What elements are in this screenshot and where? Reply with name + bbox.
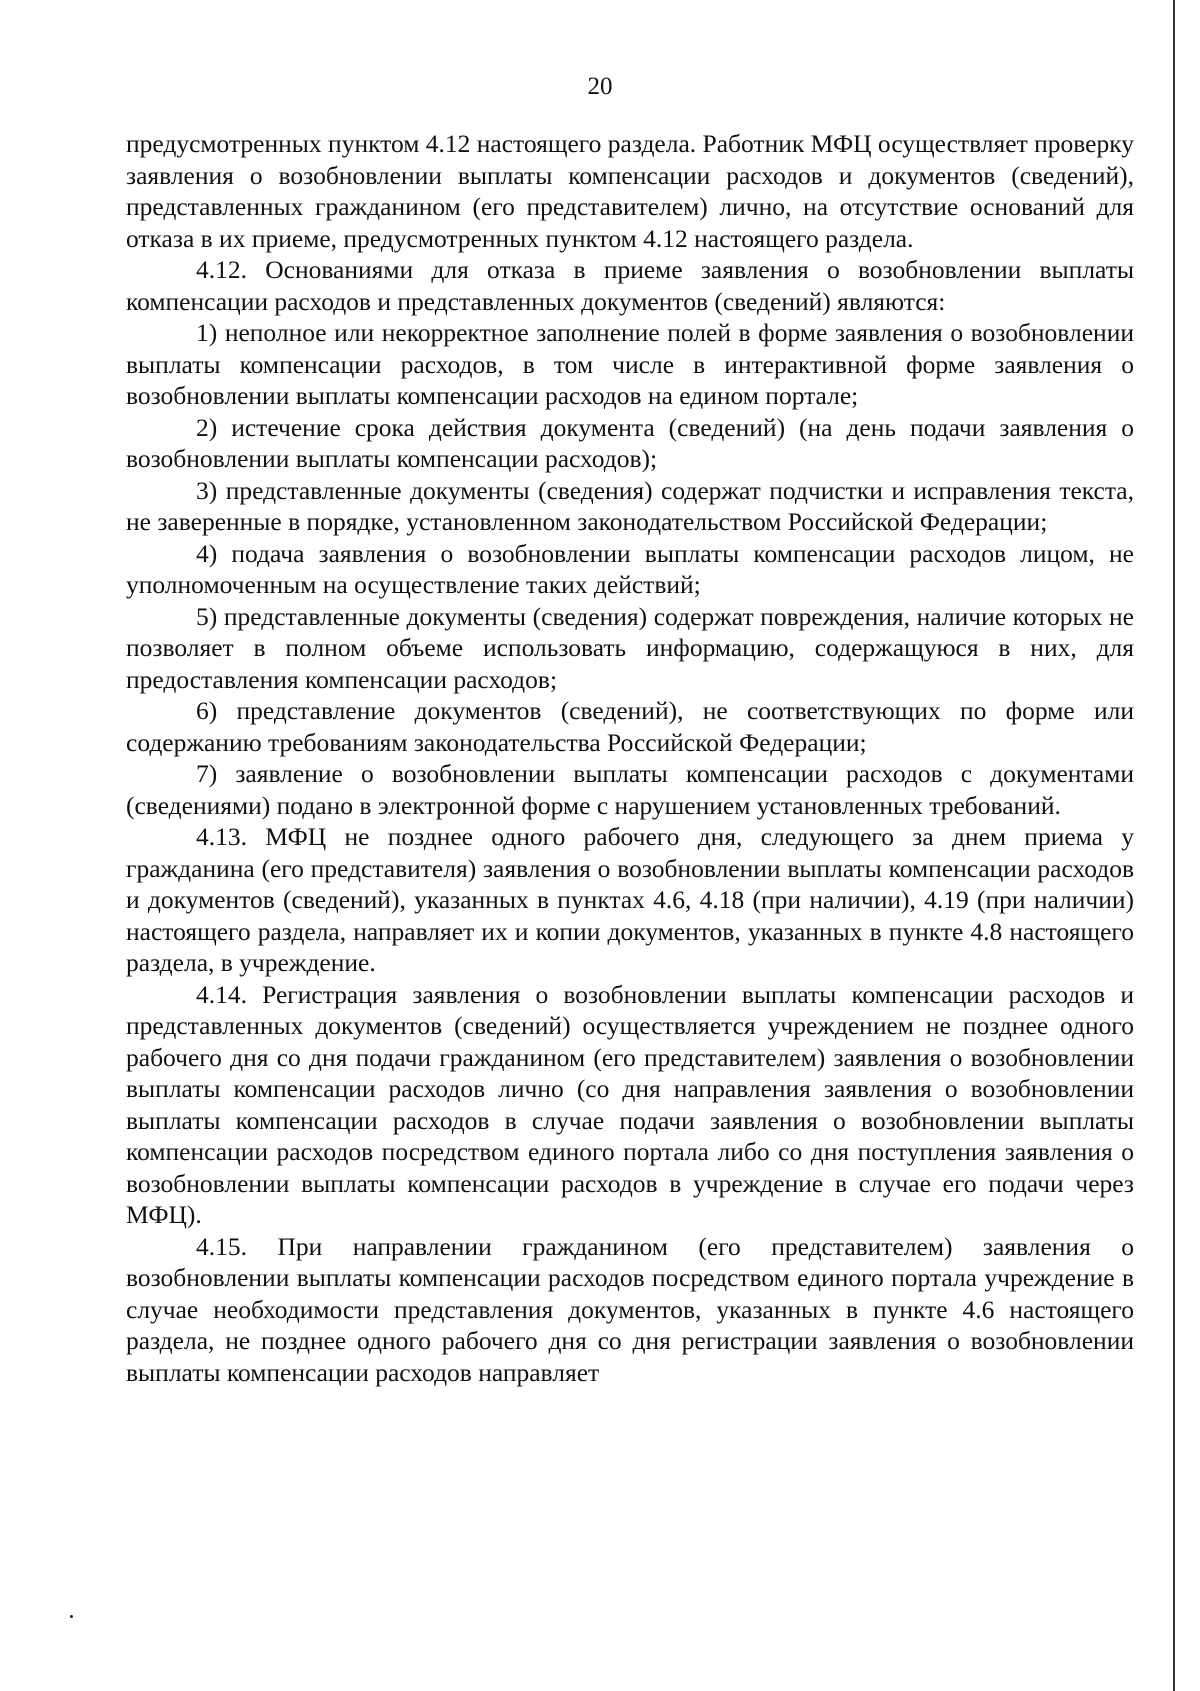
- document-body: [126, 128, 1134, 1388]
- paragraph-4-15: 4.15. При направлении гражданином (его представителем) заявления о возобновлении выплаты компенсации расходов посредством единого портала учреждение в случае необходимости представления документов, указанных в пункте 4.6 настоящего раздела, не позднее одного рабочего дня со дня регистрации заявления о возобновлении выплаты компенсации расходов направляет: [126, 1231, 1134, 1387]
- page-number: 20: [587, 73, 613, 100]
- paragraph-4-14: 4.14. Регистрация заявления о возобновлении выплаты компенсации расходов и представленных документов (сведений) осуществляется учреждением не позднее одного рабочего дня со дня подачи гражданином (его представителем) заявления о возобновлении выплаты компенсации расходов лично (со дня направления заявления о возобновлении выплаты компенсации расходов в случае подачи заявления о возобновлении выплаты компенсации расходов посредством единого портала либо со дня поступления заявления о возобновлении выплаты компенсации расходов в учреждение в случае его подачи через МФЦ).: [126, 979, 1134, 1229]
- list-item-1: 1) неполное или некорректное заполнение полей в форме заявления о возобновлении выплаты компенсации расходов, в том числе в интерактивной форме заявления о возобновлении выплаты компенсации расходов на едином портале;: [126, 318, 1134, 410]
- page-right-rule: [1173, 0, 1175, 1691]
- list-item-2: 2) истечение срока действия документа (сведений) (на день подачи заявления о возобновлении выплаты компенсации расходов);: [126, 412, 1134, 473]
- list-item-3: 3) представленные документы (сведения) содержат подчистки и исправления текста, не заверенные в порядке, установленном законодательством Российской Федерации;: [126, 475, 1134, 536]
- list-item-6: 6) представление документов (сведений), не соответствующих по форме или содержанию требованиям законодательства Российской Федерации;: [126, 696, 1134, 757]
- list-item-4: 4) подача заявления о возобновлении выплаты компенсации расходов лицом, не уполномоченным на осуществление таких действий;: [126, 538, 1134, 599]
- list-item-5: 5) представленные документы (сведения) содержат повреждения, наличие которых не позволяет в полном объеме использовать информацию, содержащуюся в них, для предоставления компенсации расходов;: [126, 601, 1134, 694]
- list-item-7: 7) заявление о возобновлении выплаты компенсации расходов с документами (сведениями) подано в электронной форме с нарушением установленных требований.: [126, 759, 1134, 820]
- scan-dot: [70, 1615, 73, 1618]
- paragraph-continuation: предусмотренных пунктом 4.12 настоящего раздела. Работник МФЦ осуществляет проверку заявления о возобновлении выплаты компенсации расходов и документов (сведений), представленных гражданином (его представителем) лично, на отсутствие оснований для отказа в их приеме, предусмотренных пунктом 4.12 настоящего раздела.: [126, 129, 1134, 253]
- paragraph-4-13: 4.13. МФЦ не позднее одного рабочего дня, следующего за днем приема у гражданина (его представителя) заявления о возобновлении выплаты компенсации расходов и документов (сведений), указанных в пунктах 4.6, 4.18 (при наличии), 4.19 (при наличии) настоящего раздела, направляет их и копии документов, указанных в пункте 4.8 настоящего раздела, в учреждение.: [126, 822, 1134, 977]
- paragraph-4-12: 4.12. Основаниями для отказа в приеме заявления о возобновлении выплаты компенсации расходов и представленных документов (сведений) являются:: [126, 255, 1134, 316]
